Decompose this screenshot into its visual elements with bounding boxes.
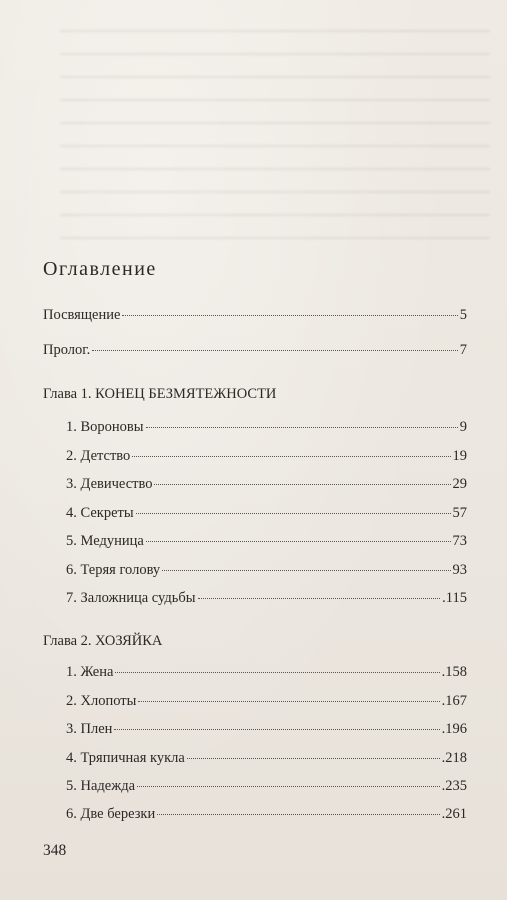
toc-entry-label: 4. Тряпичная кукла <box>66 750 185 766</box>
toc-entry <box>43 307 467 324</box>
toc-entry <box>66 806 467 823</box>
toc-entry-page: 57 <box>452 505 467 521</box>
show-through-texture <box>60 30 490 240</box>
toc-entry-page: 19 <box>452 448 467 464</box>
leader-dots <box>138 701 439 702</box>
toc-entry-label: 1. Вороновы <box>66 419 144 435</box>
toc-entry-label: 5. Надежда <box>66 778 136 794</box>
leader-dots <box>154 484 450 485</box>
toc-entry <box>66 693 467 710</box>
leader-dots <box>198 598 441 599</box>
toc-entry-label: 7. Заложница судьбы <box>66 590 196 606</box>
toc-entry-label: 2. Хлопоты <box>66 693 137 709</box>
toc-entry-page: .235 <box>441 778 467 794</box>
toc-entry <box>66 590 467 607</box>
toc-entry-label: 1. Жена <box>66 664 114 680</box>
toc-entry-label: 6. Теряя голову <box>66 562 161 578</box>
toc-entry-label: Пролог. <box>43 342 91 358</box>
toc-entry <box>66 476 467 493</box>
leader-dots <box>162 570 450 571</box>
toc-entry-label: 6. Две березки <box>66 806 156 822</box>
toc-entry-label: Посвящение <box>43 307 121 323</box>
toc-entry <box>66 778 467 795</box>
leader-dots <box>115 672 439 673</box>
toc-entry-page: 93 <box>452 562 467 578</box>
page-number: 348 <box>43 842 67 859</box>
leader-dots <box>137 786 440 787</box>
toc-entry-page: 9 <box>459 419 467 435</box>
toc-entry-label: 4. Секреты <box>66 505 134 521</box>
toc-entry-page: .218 <box>441 750 467 766</box>
leader-dots <box>136 513 451 514</box>
toc-entry <box>66 533 467 550</box>
leader-dots <box>187 758 440 759</box>
leader-dots <box>92 350 458 351</box>
toc-entry-label: 2. Детство <box>66 448 131 464</box>
toc-entry <box>66 505 467 522</box>
toc-entry <box>66 721 467 738</box>
toc-entry <box>66 664 467 681</box>
toc-entry-label: 5. Медуница <box>66 533 144 549</box>
toc-entry <box>66 419 467 436</box>
toc-title: Оглавление <box>43 258 157 280</box>
toc-entry-page: 29 <box>452 476 467 492</box>
toc-entry-page: .158 <box>441 664 467 680</box>
leader-dots <box>114 729 439 730</box>
chapter-heading: Глава 2. ХОЗЯЙКА <box>43 633 163 649</box>
toc-entry-page: 73 <box>452 533 467 549</box>
chapter-heading: Глава 1. КОНЕЦ БЕЗМЯТЕЖНОСТИ <box>43 386 277 402</box>
toc-entry-page: 7 <box>459 342 467 358</box>
toc-entry-page: .115 <box>442 590 467 606</box>
leader-dots <box>146 427 458 428</box>
leader-dots <box>157 814 439 815</box>
leader-dots <box>146 541 451 542</box>
toc-entry-page: 5 <box>459 307 467 323</box>
toc-entry-page: .167 <box>441 693 467 709</box>
toc-entry-page: .196 <box>441 721 467 737</box>
toc-entry <box>43 342 467 359</box>
leader-dots <box>122 315 457 316</box>
toc-entry <box>66 750 467 767</box>
toc-entry-page: .261 <box>441 806 467 822</box>
toc-entry-label: 3. Девичество <box>66 476 153 492</box>
toc-entry <box>66 448 467 465</box>
leader-dots <box>132 456 450 457</box>
toc-entry <box>66 562 467 579</box>
toc-entry-label: 3. Плен <box>66 721 113 737</box>
